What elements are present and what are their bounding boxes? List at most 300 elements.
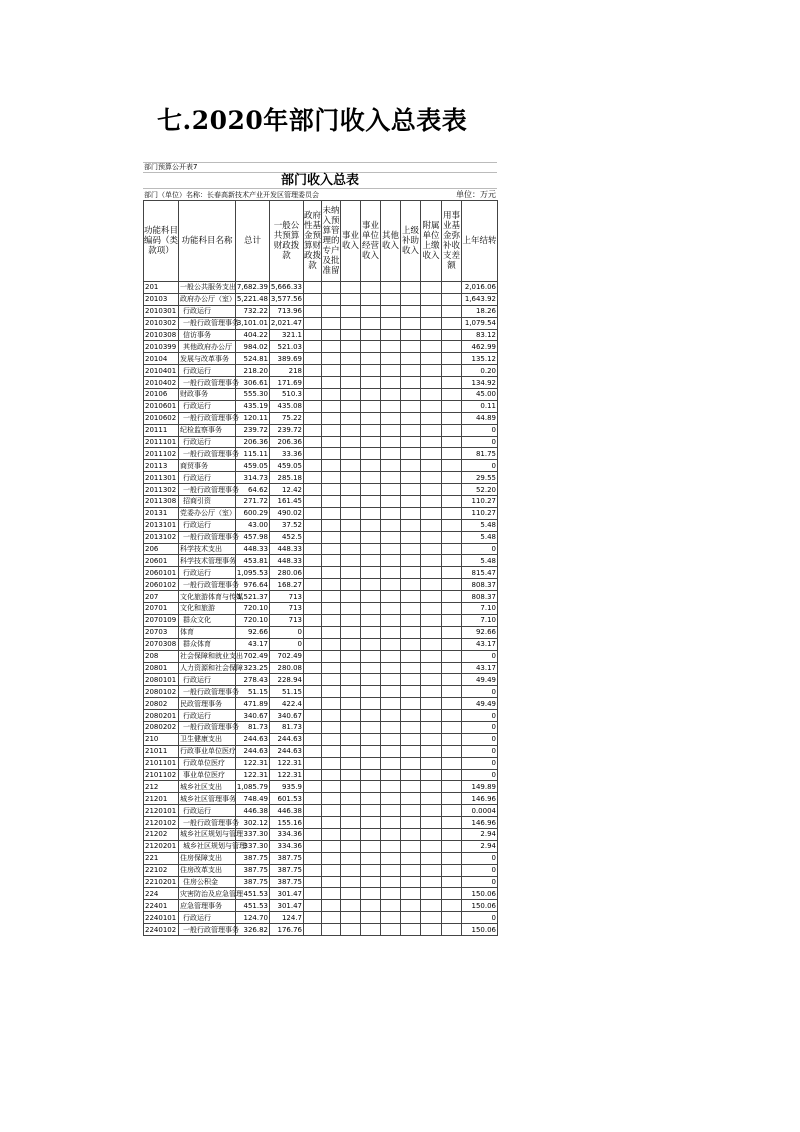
column-header: 政府性基金预算财政拨款 bbox=[304, 201, 322, 282]
cell-general: 122.31 bbox=[270, 769, 304, 781]
cell-carry: 146.96 bbox=[462, 793, 498, 805]
cell-empty bbox=[381, 805, 401, 817]
cell-name: 城乡社区规划与管理 bbox=[180, 830, 243, 839]
cell-empty bbox=[421, 365, 442, 377]
column-header: 事业单位经营收入 bbox=[361, 201, 381, 282]
cell-name: 行政运行 bbox=[179, 567, 236, 579]
table-row bbox=[144, 710, 498, 722]
cell-name: 政府办公厅（室） bbox=[180, 295, 236, 304]
column-header: 上年结转 bbox=[462, 201, 498, 282]
cell-empty bbox=[322, 519, 341, 531]
cell-total: 326.82 bbox=[236, 924, 270, 936]
cell-empty bbox=[341, 745, 361, 757]
cell-empty bbox=[442, 317, 462, 329]
cell-empty bbox=[421, 448, 442, 460]
cell-empty bbox=[442, 424, 462, 436]
cell-total: 340.67 bbox=[236, 710, 270, 722]
cell-empty bbox=[361, 436, 381, 448]
cell-empty bbox=[322, 805, 341, 817]
cell-empty bbox=[381, 519, 401, 531]
cell-empty bbox=[421, 591, 442, 603]
cell-empty bbox=[381, 757, 401, 769]
cell-code: 2120101 bbox=[144, 805, 179, 817]
table-row bbox=[144, 817, 498, 829]
cell-empty bbox=[381, 448, 401, 460]
cell-empty bbox=[361, 900, 381, 912]
cell-name: 信访事务 bbox=[179, 329, 236, 341]
cell-code: 21201 bbox=[144, 793, 179, 805]
table-row bbox=[144, 924, 498, 936]
cell-carry: 150.06 bbox=[462, 888, 498, 900]
table-row bbox=[144, 686, 498, 698]
cell-total: 720.10 bbox=[236, 614, 270, 626]
cell-total: 43.00 bbox=[236, 519, 270, 531]
cell-empty bbox=[341, 662, 361, 674]
cell-general: 448.33 bbox=[270, 555, 304, 567]
cell-empty bbox=[442, 389, 462, 401]
cell-empty bbox=[322, 317, 341, 329]
cell-empty bbox=[322, 329, 341, 341]
cell-empty bbox=[442, 400, 462, 412]
cell-empty bbox=[361, 555, 381, 567]
cell-empty bbox=[381, 924, 401, 936]
cell-code: 2011101 bbox=[144, 436, 179, 448]
table-row bbox=[144, 662, 498, 674]
cell-empty bbox=[401, 710, 421, 722]
cell-total: 1,521.37 bbox=[236, 592, 268, 601]
cell-carry: 49.49 bbox=[462, 674, 498, 686]
cell-code: 2013101 bbox=[144, 519, 179, 531]
cell-empty bbox=[421, 496, 442, 508]
department-name: 部门（单位）名称：长春高新技术产业开发区管理委员会 bbox=[144, 191, 319, 199]
cell-empty bbox=[401, 840, 421, 852]
cell-empty bbox=[304, 900, 322, 912]
cell-empty bbox=[322, 305, 341, 317]
cell-empty bbox=[421, 805, 442, 817]
cell-empty bbox=[322, 543, 341, 555]
cell-empty bbox=[421, 293, 442, 305]
cell-empty bbox=[442, 698, 462, 710]
cell-code: 20103 bbox=[144, 293, 179, 305]
cell-empty bbox=[421, 733, 442, 745]
cell-general: 0 bbox=[270, 638, 304, 650]
cell-general: 713 bbox=[270, 603, 304, 615]
cell-empty bbox=[421, 650, 442, 662]
cell-empty bbox=[322, 282, 341, 294]
cell-empty bbox=[361, 293, 381, 305]
cell-total: 244.63 bbox=[236, 745, 270, 757]
cell-empty bbox=[304, 353, 322, 365]
cell-name: 城乡社区支出 bbox=[179, 781, 236, 793]
cell-empty bbox=[401, 686, 421, 698]
table-row bbox=[144, 733, 498, 745]
table-row bbox=[144, 828, 498, 840]
cell-empty bbox=[361, 543, 381, 555]
cell-total: 748.49 bbox=[236, 793, 270, 805]
cell-total: 64.62 bbox=[236, 484, 270, 496]
cell-name: 社会保障和就业支出 bbox=[180, 652, 243, 661]
cell-empty bbox=[442, 531, 462, 543]
cell-code: 20131 bbox=[144, 507, 179, 519]
cell-empty bbox=[304, 805, 322, 817]
cell-empty bbox=[304, 412, 322, 424]
cell-code: 208 bbox=[144, 650, 179, 662]
cell-name: 其他政府办公厅 bbox=[179, 341, 236, 353]
cell-name: 一般行政管理事务 bbox=[179, 721, 236, 733]
cell-empty bbox=[401, 864, 421, 876]
cell-name: 行政运行 bbox=[179, 710, 236, 722]
cell-empty bbox=[304, 365, 322, 377]
cell-empty bbox=[341, 424, 361, 436]
cell-empty bbox=[442, 710, 462, 722]
cell-empty bbox=[341, 793, 361, 805]
cell-empty bbox=[401, 721, 421, 733]
cell-empty bbox=[341, 484, 361, 496]
cell-empty bbox=[442, 365, 462, 377]
table-body bbox=[144, 282, 498, 936]
cell-empty bbox=[442, 282, 462, 294]
cell-empty bbox=[322, 924, 341, 936]
table-row bbox=[144, 424, 498, 436]
cell-name: 财政事务 bbox=[179, 389, 236, 401]
cell-empty bbox=[421, 519, 442, 531]
cell-total: 471.89 bbox=[236, 698, 270, 710]
cell-name: 灾害防治及应急管理 bbox=[180, 889, 243, 898]
cell-code: 2101102 bbox=[144, 769, 179, 781]
cell-empty bbox=[361, 484, 381, 496]
cell-general: 422.4 bbox=[270, 698, 304, 710]
cell-empty bbox=[341, 329, 361, 341]
cell-empty bbox=[442, 769, 462, 781]
cell-empty bbox=[361, 638, 381, 650]
cell-name: 一般行政管理事务 bbox=[179, 412, 236, 424]
cell-empty bbox=[381, 793, 401, 805]
cell-empty bbox=[381, 864, 401, 876]
cell-empty bbox=[341, 888, 361, 900]
cell-name: 文化和旅游 bbox=[179, 603, 236, 615]
cell-carry: 0 bbox=[462, 876, 498, 888]
cell-empty bbox=[304, 662, 322, 674]
cell-empty bbox=[381, 282, 401, 294]
cell-empty bbox=[322, 674, 341, 686]
cell-general: 301.47 bbox=[270, 888, 304, 900]
table-row bbox=[144, 341, 498, 353]
cell-total: 115.11 bbox=[236, 448, 270, 460]
cell-empty bbox=[421, 460, 442, 472]
cell-code: 2010399 bbox=[144, 341, 179, 353]
cell-empty bbox=[381, 305, 401, 317]
cell-empty bbox=[361, 852, 381, 864]
cell-general: 168.27 bbox=[270, 579, 304, 591]
cell-empty bbox=[421, 888, 442, 900]
cell-empty bbox=[421, 626, 442, 638]
cell-empty bbox=[442, 912, 462, 924]
cell-empty bbox=[401, 389, 421, 401]
cell-empty bbox=[401, 293, 421, 305]
cell-total: 43.17 bbox=[236, 638, 270, 650]
cell-empty bbox=[341, 674, 361, 686]
cell-general: 2,021.47 bbox=[270, 319, 302, 328]
table-row bbox=[144, 769, 498, 781]
cell-carry: 0 bbox=[462, 436, 498, 448]
cell-empty bbox=[341, 781, 361, 793]
cell-empty bbox=[381, 900, 401, 912]
cell-empty bbox=[421, 472, 442, 484]
cell-carry: 808.37 bbox=[462, 579, 498, 591]
cell-total: 720.10 bbox=[236, 603, 270, 615]
cell-empty bbox=[361, 876, 381, 888]
cell-code: 201 bbox=[144, 282, 179, 294]
cell-total: 976.64 bbox=[236, 579, 270, 591]
cell-general: 0 bbox=[270, 626, 304, 638]
cell-empty bbox=[322, 876, 341, 888]
cell-empty bbox=[401, 424, 421, 436]
cell-empty bbox=[381, 591, 401, 603]
budget-sheet bbox=[143, 162, 497, 936]
cell-empty bbox=[381, 674, 401, 686]
cell-general: 3,577.56 bbox=[270, 295, 302, 304]
cell-general: 334.36 bbox=[270, 840, 304, 852]
cell-name: 群众文化 bbox=[179, 614, 236, 626]
table-row bbox=[144, 912, 498, 924]
cell-empty bbox=[341, 377, 361, 389]
cell-empty bbox=[341, 579, 361, 591]
cell-general: 490.02 bbox=[270, 507, 304, 519]
cell-carry: 7.10 bbox=[462, 603, 498, 615]
table-row bbox=[144, 448, 498, 460]
cell-empty bbox=[304, 698, 322, 710]
cell-name: 发展与改革事务 bbox=[179, 353, 236, 365]
cell-name: 行政单位医疗 bbox=[179, 757, 236, 769]
cell-empty bbox=[421, 710, 442, 722]
cell-empty bbox=[304, 424, 322, 436]
cell-total: 555.30 bbox=[236, 389, 270, 401]
cell-total: 306.61 bbox=[236, 377, 270, 389]
table-row bbox=[144, 543, 498, 555]
cell-carry: 83.12 bbox=[462, 329, 498, 341]
cell-empty bbox=[341, 733, 361, 745]
cell-empty bbox=[442, 745, 462, 757]
cell-empty bbox=[442, 603, 462, 615]
cell-empty bbox=[341, 817, 361, 829]
cell-empty bbox=[401, 733, 421, 745]
cell-carry: 45.00 bbox=[462, 389, 498, 401]
cell-total: 459.05 bbox=[236, 460, 270, 472]
cell-empty bbox=[304, 305, 322, 317]
cell-empty bbox=[442, 329, 462, 341]
cell-general: 206.36 bbox=[270, 436, 304, 448]
cell-empty bbox=[304, 591, 322, 603]
cell-name: 城乡社区管理事务 bbox=[180, 794, 236, 803]
cell-name: 行政运行 bbox=[179, 674, 236, 686]
table-row bbox=[144, 900, 498, 912]
cell-general: 389.69 bbox=[270, 353, 304, 365]
cell-empty bbox=[341, 412, 361, 424]
cell-total: 984.02 bbox=[236, 341, 270, 353]
cell-empty bbox=[381, 686, 401, 698]
cell-empty bbox=[421, 745, 442, 757]
cell-name: 行政运行 bbox=[179, 436, 236, 448]
cell-code: 2080201 bbox=[144, 710, 179, 722]
cell-empty bbox=[304, 912, 322, 924]
cell-empty bbox=[401, 305, 421, 317]
cell-empty bbox=[401, 650, 421, 662]
cell-empty bbox=[442, 377, 462, 389]
cell-code: 2080202 bbox=[144, 721, 179, 733]
cell-general: 448.33 bbox=[270, 543, 304, 555]
cell-empty bbox=[381, 496, 401, 508]
table-row bbox=[144, 317, 498, 329]
cell-empty bbox=[304, 567, 322, 579]
cell-empty bbox=[361, 400, 381, 412]
cell-carry: 2,016.06 bbox=[462, 282, 498, 294]
cell-empty bbox=[304, 472, 322, 484]
cell-empty bbox=[401, 412, 421, 424]
cell-carry: 0 bbox=[462, 721, 498, 733]
cell-empty bbox=[421, 698, 442, 710]
cell-empty bbox=[341, 757, 361, 769]
cell-empty bbox=[421, 769, 442, 781]
cell-empty bbox=[361, 888, 381, 900]
cell-total: 702.49 bbox=[236, 650, 270, 662]
cell-empty bbox=[401, 674, 421, 686]
cell-carry: 0 bbox=[462, 912, 498, 924]
cell-empty bbox=[401, 531, 421, 543]
cell-empty bbox=[361, 710, 381, 722]
cell-empty bbox=[322, 341, 341, 353]
income-table bbox=[143, 200, 498, 936]
cell-name: 商贸事务 bbox=[179, 460, 236, 472]
cell-empty bbox=[421, 614, 442, 626]
table-row bbox=[144, 781, 498, 793]
cell-empty bbox=[361, 745, 381, 757]
table-row bbox=[144, 282, 498, 294]
column-header: 一般公共预算财政拨款 bbox=[270, 201, 304, 282]
cell-empty bbox=[442, 496, 462, 508]
cell-empty bbox=[421, 305, 442, 317]
cell-total: 323.25 bbox=[236, 662, 270, 674]
cell-empty bbox=[322, 496, 341, 508]
cell-empty bbox=[322, 460, 341, 472]
cell-empty bbox=[401, 484, 421, 496]
cell-empty bbox=[401, 757, 421, 769]
cell-total: 122.31 bbox=[236, 769, 270, 781]
table-row bbox=[144, 614, 498, 626]
cell-carry: 150.06 bbox=[462, 900, 498, 912]
cell-code: 221 bbox=[144, 852, 179, 864]
cell-general: 12.42 bbox=[270, 484, 304, 496]
cell-empty bbox=[442, 412, 462, 424]
cell-total: 206.36 bbox=[236, 436, 270, 448]
cell-empty bbox=[401, 876, 421, 888]
cell-empty bbox=[401, 698, 421, 710]
table-row bbox=[144, 721, 498, 733]
cell-empty bbox=[322, 579, 341, 591]
cell-empty bbox=[381, 365, 401, 377]
cell-name: 行政运行 bbox=[179, 365, 236, 377]
table-row bbox=[144, 757, 498, 769]
cell-carry: 5.48 bbox=[462, 555, 498, 567]
cell-empty bbox=[304, 519, 322, 531]
cell-carry: 0.11 bbox=[462, 400, 498, 412]
cell-empty bbox=[421, 567, 442, 579]
cell-empty bbox=[304, 555, 322, 567]
table-row bbox=[144, 674, 498, 686]
cell-empty bbox=[304, 317, 322, 329]
cell-empty bbox=[341, 924, 361, 936]
cell-name: 科学技术管理事务 bbox=[180, 556, 236, 565]
cell-carry: 0 bbox=[462, 864, 498, 876]
cell-code: 22401 bbox=[144, 900, 179, 912]
cell-empty bbox=[304, 769, 322, 781]
cell-general: 459.05 bbox=[270, 460, 304, 472]
cell-empty bbox=[381, 614, 401, 626]
cell-empty bbox=[401, 591, 421, 603]
cell-name: 党委办公厅（室） bbox=[180, 509, 236, 518]
cell-empty bbox=[442, 353, 462, 365]
cell-empty bbox=[401, 507, 421, 519]
cell-empty bbox=[304, 721, 322, 733]
cell-empty bbox=[401, 496, 421, 508]
cell-empty bbox=[381, 733, 401, 745]
cell-empty bbox=[401, 353, 421, 365]
cell-empty bbox=[304, 614, 322, 626]
cell-empty bbox=[322, 721, 341, 733]
cell-empty bbox=[361, 377, 381, 389]
cell-empty bbox=[322, 852, 341, 864]
cell-empty bbox=[341, 710, 361, 722]
cell-total: 337.30 bbox=[236, 840, 270, 852]
cell-empty bbox=[442, 638, 462, 650]
cell-empty bbox=[401, 448, 421, 460]
table-row bbox=[144, 436, 498, 448]
cell-empty bbox=[442, 721, 462, 733]
cell-empty bbox=[381, 638, 401, 650]
cell-empty bbox=[341, 317, 361, 329]
table-row bbox=[144, 840, 498, 852]
cell-empty bbox=[322, 769, 341, 781]
cell-empty bbox=[322, 686, 341, 698]
cell-carry: 7.10 bbox=[462, 614, 498, 626]
cell-empty bbox=[304, 864, 322, 876]
cell-total: 120.11 bbox=[236, 412, 270, 424]
cell-code: 2011102 bbox=[144, 448, 179, 460]
column-header: 未纳入预算管理的专户及批准留 bbox=[322, 201, 341, 282]
table-row bbox=[144, 864, 498, 876]
cell-empty bbox=[322, 591, 341, 603]
cell-code: 2240102 bbox=[144, 924, 179, 936]
sheet-tag: 部门预算公开表7 bbox=[144, 163, 198, 171]
cell-empty bbox=[381, 828, 401, 840]
cell-empty bbox=[304, 282, 322, 294]
cell-total: 122.31 bbox=[236, 757, 270, 769]
cell-empty bbox=[442, 793, 462, 805]
cell-empty bbox=[381, 781, 401, 793]
cell-empty bbox=[341, 769, 361, 781]
cell-empty bbox=[401, 781, 421, 793]
cell-total: 218.20 bbox=[236, 365, 270, 377]
cell-empty bbox=[361, 781, 381, 793]
cell-general: 387.75 bbox=[270, 876, 304, 888]
cell-code: 22102 bbox=[144, 864, 179, 876]
cell-empty bbox=[421, 900, 442, 912]
cell-empty bbox=[401, 852, 421, 864]
cell-general: 521.03 bbox=[270, 341, 304, 353]
cell-code: 2010308 bbox=[144, 329, 179, 341]
cell-empty bbox=[322, 864, 341, 876]
cell-empty bbox=[442, 614, 462, 626]
table-row bbox=[144, 293, 498, 305]
